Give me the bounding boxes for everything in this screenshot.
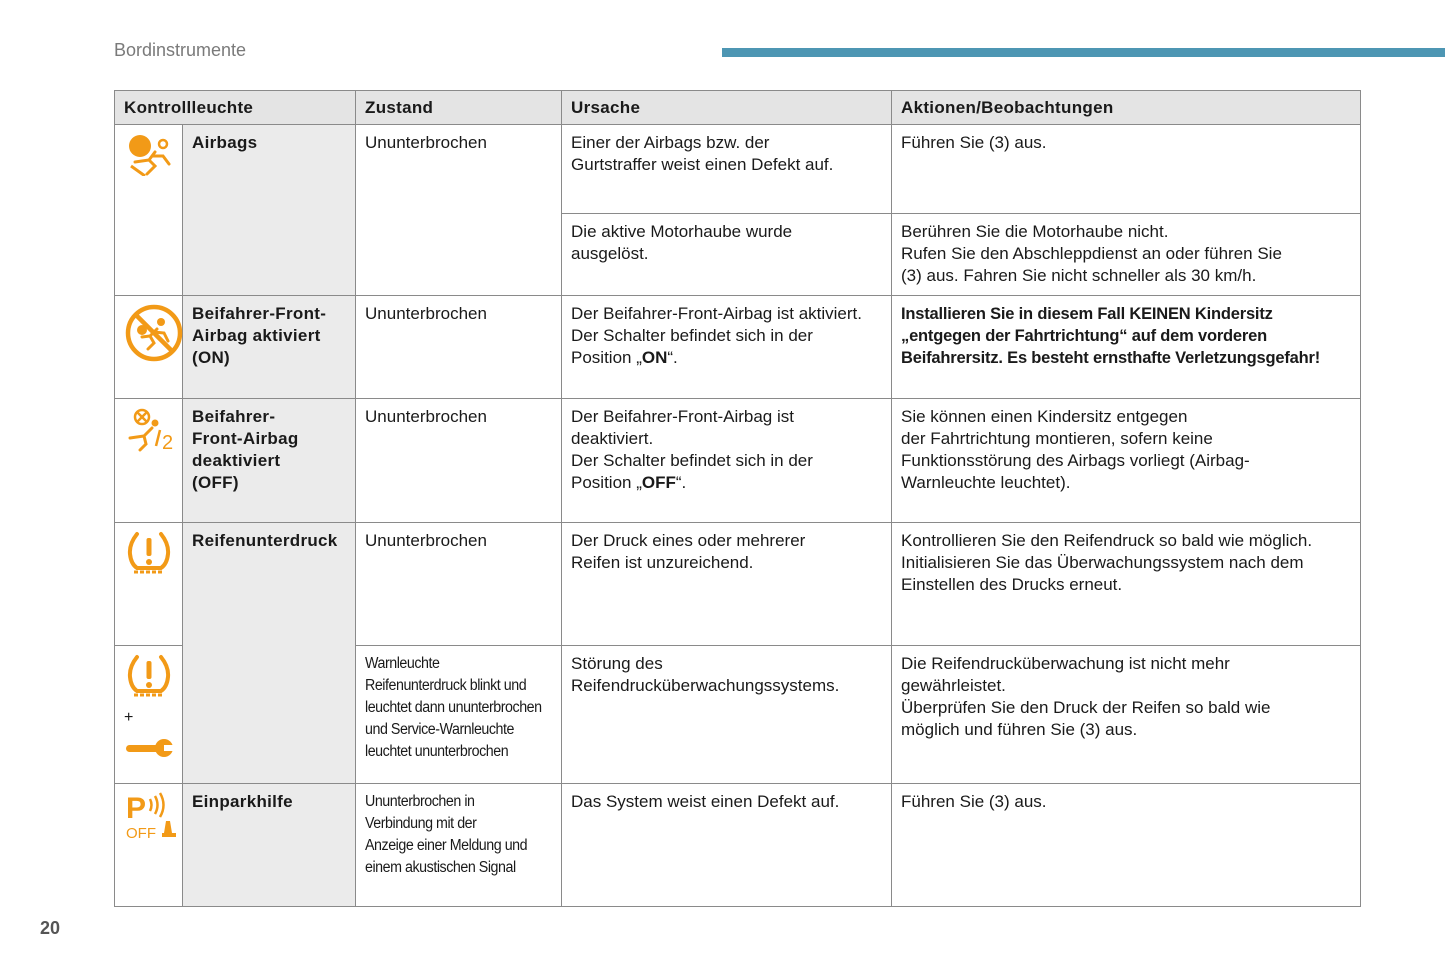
action-airbag-off: Sie können einen Kindersitz entgegen der Fahrtrichtung montieren, sofern keine Funktionsstörung des Airbags vorliegt (Airbag- Warnleuchte leuchtet). [892, 399, 1361, 523]
airbag-icon-cell [115, 125, 183, 296]
section-title: Bordinstrumente [114, 40, 247, 60]
cause-airbag-off: Der Beifahrer-Front-Airbag ist deaktiviert. Der Schalter befindet sich in der Position „OFF“. [562, 399, 892, 523]
parking-icon-cell [115, 784, 183, 907]
service-wrench-icon [124, 737, 174, 759]
plus-sign: + [124, 709, 134, 726]
lamp-name-airbag-off: Beifahrer- Front-Airbag deaktiviert (OFF) [183, 399, 356, 523]
cause-airbag-on: Der Beifahrer-Front-Airbag ist aktiviert. Der Schalter befindet sich in der Position „ON“. [562, 296, 892, 399]
header-kontrollleuchte: Kontrollleuchte [115, 91, 356, 125]
state-airbag-on: Ununterbrochen [356, 296, 562, 399]
state-airbag-off: Ununterbrochen [356, 399, 562, 523]
state-tyre: Ununterbrochen [356, 523, 562, 646]
cause-airbags-2: Die aktive Motorhaube wurde ausgelöst. [562, 214, 892, 296]
airbag-on-icon-cell [115, 296, 183, 399]
tyre-pressure-icon [125, 530, 173, 576]
tyre-pressure-icon [125, 653, 173, 699]
action-airbags-1: Führen Sie (3) aus. [892, 125, 1361, 214]
lamp-name-parking: Einparkhilfe [183, 784, 356, 907]
parking-aid-off-icon [124, 791, 180, 841]
cause-airbags-1: Einer der Airbags bzw. der Gurtstraffer weist einen Defekt auf. [562, 125, 892, 214]
table-row [115, 125, 1361, 214]
airbag-warning-icon [125, 132, 173, 176]
cause-parking: Das System weist einen Defekt auf. [562, 784, 892, 907]
lamp-name-airbags: Airbags [183, 125, 356, 296]
airbag-off-icon-cell [115, 399, 183, 523]
table-row [115, 784, 1361, 907]
table-header-row [115, 91, 1361, 125]
svg-text:2: 2 [162, 432, 174, 452]
passenger-airbag-on-icon [124, 303, 184, 363]
passenger-airbag-off-icon [124, 406, 176, 452]
page-number: 20 [40, 918, 61, 938]
lamp-name-airbag-on: Beifahrer-Front- Airbag aktiviert (ON) [183, 296, 356, 399]
action-parking: Führen Sie (3) aus. [892, 784, 1361, 907]
header-accent-bar [722, 48, 1445, 57]
tyre-service-icon-cell [115, 646, 183, 784]
header-ursache: Ursache [562, 91, 892, 125]
cause-tyre-2: Störung des Reifendrucküberwachungssystems. [562, 646, 892, 784]
svg-text:OFF: OFF [126, 825, 156, 841]
warning-lamps-table [114, 90, 1361, 907]
table-row [115, 523, 1361, 646]
header-aktionen: Aktionen/Beobachtungen [892, 91, 1361, 125]
state-tyre-2: Warnleuchte Reifenunterdruck blinkt und leuchtet dann ununterbrochen und Service-Warnleuchte leuchtet ununterbrochen [356, 646, 562, 784]
action-airbags-2: Berühren Sie die Motorhaube nicht. Rufen Sie den Abschleppdienst an oder führen Sie (3) aus. Fahren Sie nicht schneller als 30 km/h. [892, 214, 1361, 296]
state-airbags: Ununterbrochen [356, 125, 562, 296]
header-zustand: Zustand [356, 91, 562, 125]
state-parking: Ununterbrochen in Verbindung mit der Anzeige einer Meldung und einem akustischen Signal [356, 784, 562, 907]
tyre-icon-cell [115, 523, 183, 646]
table-row [115, 399, 1361, 523]
action-tyre: Kontrollieren Sie den Reifendruck so bald wie möglich. Initialisieren Sie das Überwachungssystem nach dem Einstellen des Drucks erneut. [892, 523, 1361, 646]
table-row [115, 296, 1361, 399]
lamp-name-tyre: Reifenunterdruck [183, 523, 356, 784]
action-tyre-2: Die Reifendrucküberwachung ist nicht mehr gewährleistet. Überprüfen Sie den Druck der Reifen so bald wie möglich und führen Sie (3) aus. [892, 646, 1361, 784]
cause-tyre: Der Druck eines oder mehrerer Reifen ist unzureichend. [562, 523, 892, 646]
action-airbag-on: Installieren Sie in diesem Fall KEINEN Kindersitz „entgegen der Fahrtrichtung“ auf dem vorderen Beifahrersitz. Es besteht ernsthafte Verletzungsgefahr! [892, 296, 1361, 399]
svg-text:P: P [126, 792, 147, 825]
